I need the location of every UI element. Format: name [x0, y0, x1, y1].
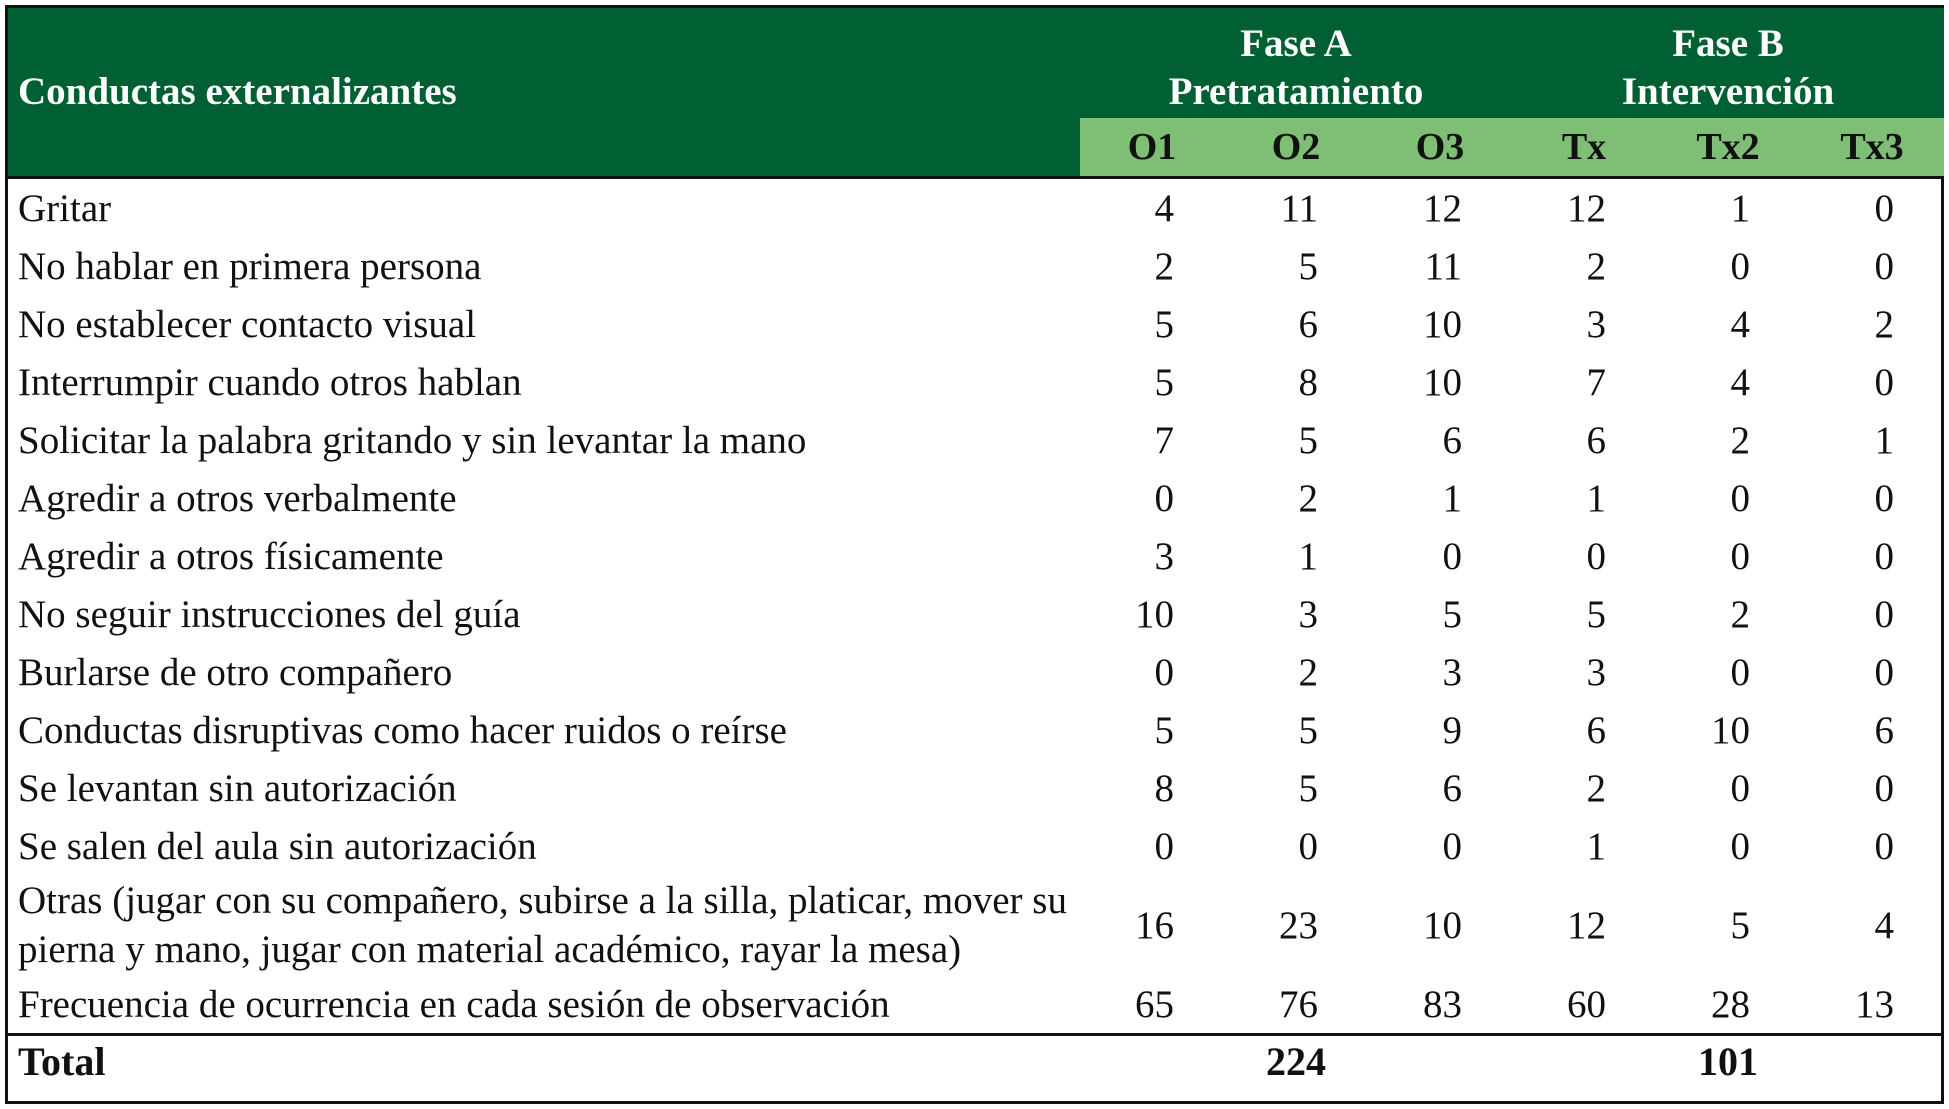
column-header-o2: O2	[1224, 118, 1368, 178]
cell-tx: 3	[1586, 650, 1607, 694]
cell-tx3: 6	[1874, 708, 1895, 752]
cell-tx2: 1	[1730, 186, 1751, 230]
cell-tx3: 0	[1874, 360, 1895, 404]
cell-o2: 23	[1279, 903, 1318, 947]
cell-o3: 0	[1442, 534, 1463, 578]
cell-tx: 5	[1586, 592, 1607, 636]
cell-o3: 12	[1423, 186, 1463, 230]
cell-o3: 1	[1442, 476, 1463, 520]
cell-o2: 5	[1298, 418, 1318, 462]
cell-o2: 11	[1280, 186, 1318, 230]
cell-tx3: 0	[1874, 592, 1895, 636]
cell-o3: 83	[1368, 975, 1512, 1035]
phase-b-subtitle: Intervención	[1621, 70, 1835, 113]
cell-o1: 0	[1154, 824, 1174, 868]
cell-o1: 5	[1154, 708, 1174, 752]
cell-o3: 3	[1442, 650, 1463, 694]
cell-o1: 5	[1154, 360, 1174, 404]
cell-o1: 2	[1154, 244, 1174, 288]
cell-tx: 1	[1586, 476, 1607, 520]
phase-a-subtitle: Pretratamiento	[1168, 70, 1424, 113]
table-row	[8, 411, 1944, 469]
cell-o2: 8	[1298, 360, 1318, 404]
cell-o2: 6	[1298, 302, 1318, 346]
row-label: Solicitar la palabra gritando y sin levantar la mano	[18, 418, 807, 462]
row-label: Conductas disruptivas como hacer ruidos o reírse	[18, 708, 787, 752]
behavior-frequency-table-container	[5, 5, 1944, 1104]
cell-o2: 2	[1298, 476, 1318, 520]
table-row	[8, 759, 1944, 817]
row-label: Agredir a otros verbalmente	[18, 476, 457, 520]
column-header-tx3: Tx3	[1800, 118, 1944, 178]
cell-tx2: 2	[1730, 418, 1751, 462]
cell-o2: 5	[1298, 244, 1318, 288]
row-label: Agredir a otros físicamente	[18, 534, 444, 578]
cell-tx: 2	[1586, 766, 1607, 810]
phase-b-header	[1512, 8, 1944, 118]
cell-tx3: 13	[1800, 975, 1944, 1035]
behavior-frequency-table	[8, 8, 1944, 1086]
total-row	[8, 1035, 1944, 1087]
total-label: Total	[18, 1038, 106, 1084]
cell-tx: 3	[1586, 302, 1607, 346]
cell-o1: 16	[1135, 903, 1174, 947]
cell-tx: 6	[1586, 418, 1607, 462]
cell-o1: 3	[1154, 534, 1174, 578]
cell-o3: 6	[1442, 766, 1463, 810]
cell-tx3: 4	[1874, 903, 1895, 947]
table-body	[8, 178, 1944, 1035]
cell-o3: 9	[1442, 708, 1463, 752]
row-label: Se salen del aula sin autorización	[18, 824, 537, 868]
cell-tx2: 2	[1730, 592, 1751, 636]
table-row	[8, 701, 1944, 759]
cell-o1: 0	[1154, 476, 1174, 520]
cell-tx2: 0	[1730, 650, 1751, 694]
cell-tx2: 0	[1730, 824, 1751, 868]
table-row	[8, 353, 1944, 411]
cell-o2: 2	[1298, 650, 1318, 694]
cell-o2: 5	[1298, 766, 1318, 810]
row-label: Se levantan sin autorización	[18, 766, 457, 810]
column-header-o1: O1	[1080, 118, 1224, 178]
cell-o1: 10	[1135, 592, 1174, 636]
table-row	[8, 295, 1944, 353]
table-row	[8, 585, 1944, 643]
cell-o2: 0	[1298, 824, 1318, 868]
cell-o1: 5	[1154, 302, 1174, 346]
cell-o2: 5	[1298, 708, 1318, 752]
table-row	[8, 975, 1944, 1035]
cell-tx2: 0	[1730, 476, 1751, 520]
cell-tx3: 0	[1874, 476, 1895, 520]
cell-tx2: 4	[1730, 360, 1751, 404]
row-label: Interrumpir cuando otros hablan	[18, 360, 522, 404]
phase-a-header	[1080, 8, 1512, 118]
row-label: No seguir instrucciones del guía	[18, 592, 521, 636]
cell-tx: 0	[1586, 534, 1607, 578]
cell-tx3: 0	[1874, 244, 1895, 288]
cell-tx3: 0	[1874, 824, 1895, 868]
row-label: No hablar en primera persona	[18, 244, 482, 288]
table-row	[8, 875, 1944, 975]
cell-tx2: 0	[1730, 534, 1751, 578]
cell-tx: 7	[1586, 360, 1607, 404]
table-title: Conductas externalizantes	[8, 8, 1080, 178]
cell-tx: 6	[1586, 708, 1607, 752]
total-phase-a: 224	[1266, 1038, 1326, 1084]
cell-tx2: 0	[1730, 244, 1751, 288]
table-row	[8, 469, 1944, 527]
cell-o1: 0	[1154, 650, 1174, 694]
cell-o1: 65	[1080, 975, 1224, 1035]
cell-tx2: 5	[1730, 903, 1751, 947]
row-label: Otras (jugar con su compañero, subirse a la silla, platicar, mover su pierna y mano, jugar con material académico, rayar la mesa)	[18, 879, 1067, 971]
table-row	[8, 178, 1944, 238]
total-phase-b: 101	[1698, 1038, 1759, 1084]
table-row	[8, 237, 1944, 295]
cell-tx3: 0	[1874, 186, 1895, 230]
cell-tx: 12	[1567, 186, 1607, 230]
row-label: Gritar	[18, 186, 112, 230]
cell-tx2: 28	[1656, 975, 1800, 1035]
cell-tx: 2	[1586, 244, 1607, 288]
row-label: Frecuencia de ocurrencia en cada sesión de observación	[8, 975, 1080, 1035]
row-label: Burlarse de otro compañero	[18, 650, 453, 694]
cell-o3: 6	[1442, 418, 1463, 462]
column-header-tx: Tx	[1512, 118, 1656, 178]
cell-tx3: 0	[1874, 650, 1895, 694]
cell-tx: 1	[1586, 824, 1607, 868]
phase-b-name: Fase B	[1672, 22, 1784, 65]
cell-o1: 7	[1154, 418, 1174, 462]
cell-o2: 76	[1224, 975, 1368, 1035]
cell-tx2: 4	[1730, 302, 1751, 346]
cell-tx3: 2	[1874, 302, 1895, 346]
cell-o3: 10	[1423, 302, 1463, 346]
phase-a-name: Fase A	[1240, 22, 1352, 65]
cell-o2: 3	[1298, 592, 1318, 636]
cell-o3: 0	[1442, 824, 1463, 868]
cell-o3: 11	[1424, 244, 1463, 288]
cell-tx3: 1	[1874, 418, 1895, 462]
cell-o1: 8	[1154, 766, 1174, 810]
cell-tx: 60	[1512, 975, 1656, 1035]
table-row	[8, 527, 1944, 585]
cell-tx3: 0	[1874, 766, 1895, 810]
column-header-tx2: Tx2	[1656, 118, 1800, 178]
column-header-o3: O3	[1368, 118, 1512, 178]
row-label: No establecer contacto visual	[18, 302, 477, 346]
cell-tx2: 10	[1711, 708, 1751, 752]
cell-o3: 5	[1442, 592, 1463, 636]
table-row	[8, 643, 1944, 701]
cell-tx: 12	[1567, 903, 1607, 947]
cell-o3: 10	[1423, 360, 1463, 404]
cell-o1: 4	[1154, 186, 1174, 230]
cell-tx3: 0	[1874, 534, 1895, 578]
cell-tx2: 0	[1730, 766, 1751, 810]
table-row	[8, 817, 1944, 875]
cell-o3: 10	[1423, 903, 1463, 947]
cell-o2: 1	[1298, 534, 1318, 578]
